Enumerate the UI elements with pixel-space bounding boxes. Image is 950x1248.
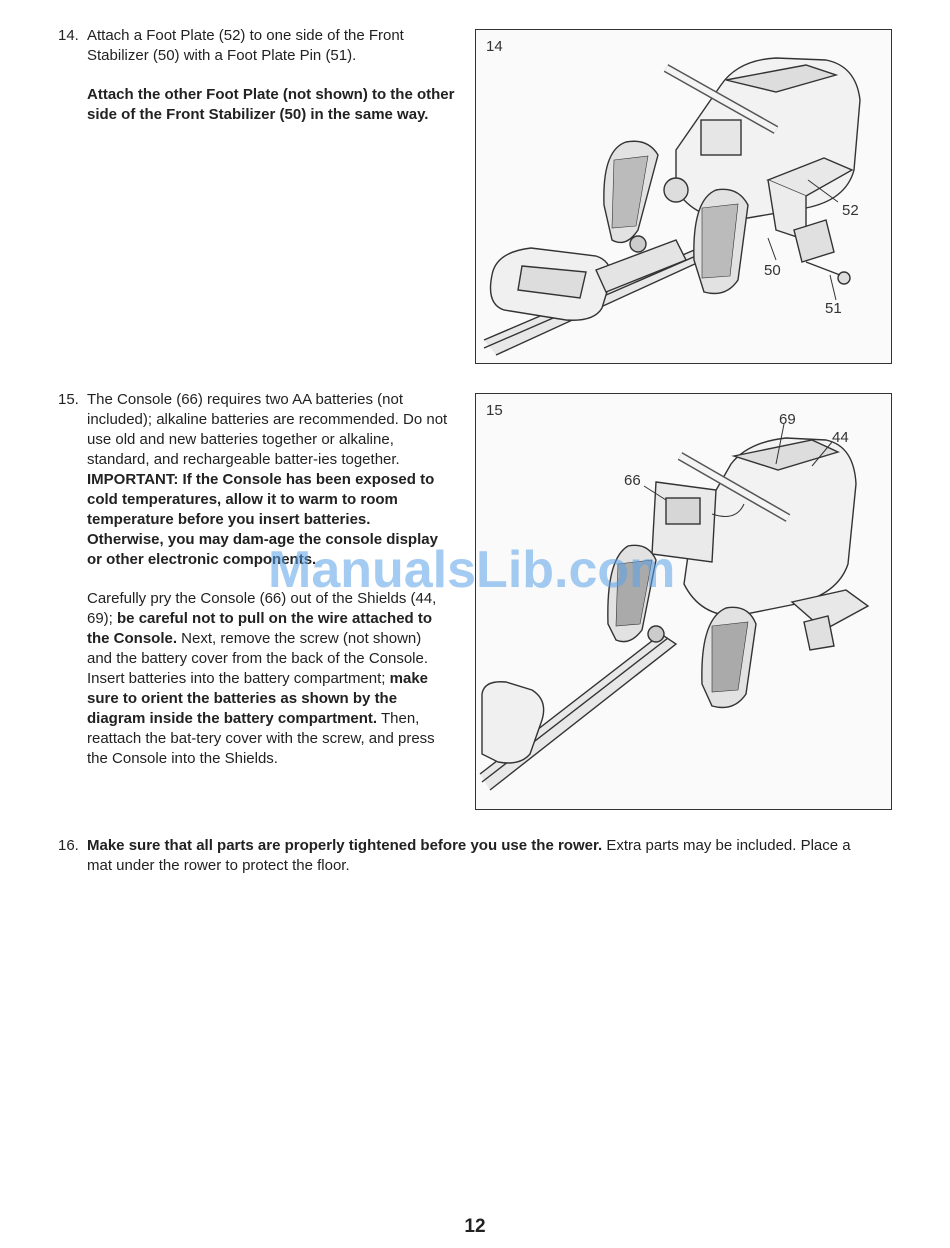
bold-text: be careful not to pull on the wire attached to the Console.	[87, 610, 433, 647]
step-14	[58, 26, 458, 125]
body-text: Carefully pry the Console (66) out of the Shields (44, 69);	[87, 590, 437, 627]
bold-text: Attach the other Foot Plate (not shown) to the other side of the Front Stabilizer (50) in the same way.	[87, 86, 455, 123]
callout-52: 52	[842, 202, 859, 219]
step-paragraph	[87, 836, 878, 876]
callout-69: 69	[779, 411, 796, 428]
step-body	[87, 26, 458, 125]
page-number: 12	[464, 1216, 486, 1237]
body-text: Attach a Foot Plate (52) to one side of the Front Stabilizer (50) with a Foot Plate Pin (51).	[87, 27, 404, 64]
bold-text: make sure to orient the batteries as shown by the diagram inside the battery compartment.	[87, 670, 429, 727]
body-text: Extra parts may be included. Place a mat under the rower to protect the floor.	[87, 837, 851, 874]
callout-44: 44	[832, 429, 849, 446]
step-number: 14.	[58, 27, 79, 44]
figure-label: 15	[486, 402, 503, 419]
bold-text: IMPORTANT: If the Console has been exposed to cold temperatures, allow it to warm to room temperature before you insert batteries. Otherwise, you may dam-age the console display or other electronic components.	[87, 471, 438, 568]
watermark: ManualsLib.com	[268, 541, 676, 599]
body-text: The Console (66) requires two AA batteries (not included); alkaline batteries are recommended. Do not use old and new batteries together or alkaline, standard, and rechargeable batter-ies together.	[87, 391, 448, 468]
figure-14	[475, 29, 892, 364]
body-text: Then, reattach the bat-tery cover with the screw, and press the Console into the Shields.	[87, 710, 435, 767]
figure-label: 14	[486, 38, 503, 55]
step-paragraph	[87, 26, 458, 66]
step-paragraph	[87, 85, 458, 125]
step-number: 15.	[58, 391, 79, 408]
callout-51: 51	[825, 300, 842, 317]
step-paragraph	[87, 589, 450, 769]
body-text: Next, remove the screw (not shown) and the battery cover from the back of the Console. Insert batteries into the battery compartment;	[87, 630, 429, 687]
step-number: 16.	[58, 837, 79, 854]
step-body	[87, 836, 878, 876]
callout-66: 66	[624, 472, 641, 489]
figure-15	[475, 393, 892, 810]
callout-50: 50	[764, 262, 781, 279]
bold-text: Make sure that all parts are properly tightened before you use the rower.	[87, 837, 603, 854]
rower-console-illustration	[476, 394, 890, 808]
step-16	[58, 836, 878, 876]
